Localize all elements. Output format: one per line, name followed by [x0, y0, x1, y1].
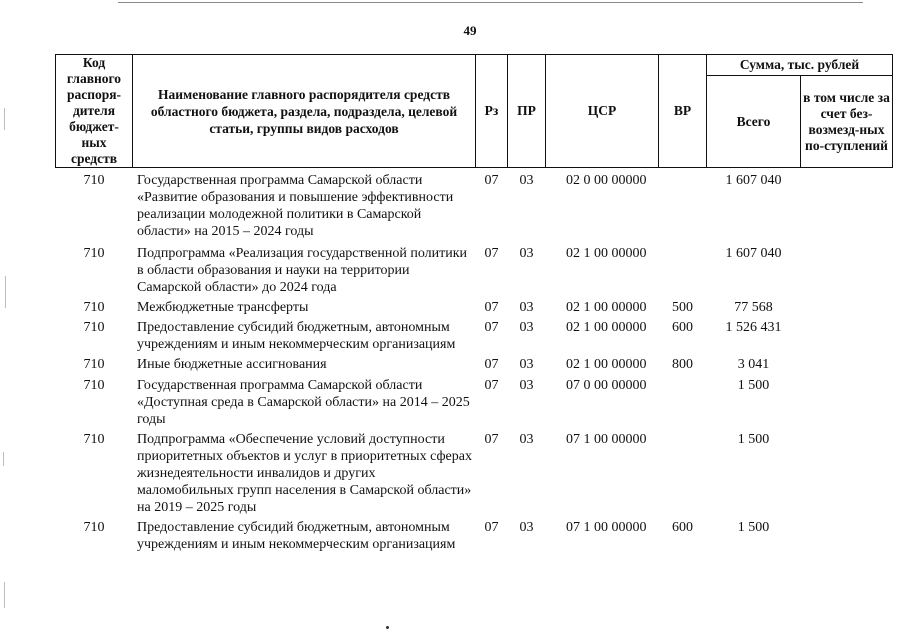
cell-name: Предоставление субсидий бюджетным, автономным учреждениям и иным некоммерческим организациям: [137, 320, 456, 352]
cell-total: 77 568: [734, 300, 773, 315]
cell-vr: 600: [672, 520, 693, 535]
cell-vr: [659, 168, 707, 246]
cell-pr: 03: [519, 246, 534, 261]
table-row: [56, 431, 893, 519]
table-row: [56, 245, 893, 299]
header-name: Наименование главного распорядителя средств областного бюджета, раздела, подраздела, целевой статьи, группы видов расходов: [133, 55, 476, 168]
cell-rz: 07: [484, 357, 499, 372]
table-row: [56, 299, 893, 319]
cell-vr: 800: [672, 357, 693, 372]
cell-rz: 07: [484, 173, 499, 188]
cell-incl: [801, 299, 893, 319]
cell-incl: [801, 168, 893, 246]
cell-name: Иные бюджетные ассигнования: [137, 357, 327, 372]
cell-total: 1 500: [737, 520, 770, 535]
cell-name: Межбюджетные трансферты: [137, 300, 309, 315]
cell-pr: 03: [519, 357, 534, 372]
cell-vr: 500: [672, 300, 693, 315]
cell-incl: [801, 319, 893, 356]
cell-code: 710: [83, 173, 105, 188]
table-header: [56, 55, 893, 168]
cell-pr: 03: [519, 173, 534, 188]
cell-total: 1 607 040: [725, 246, 782, 261]
scan-dot: [386, 626, 389, 629]
cell-pr: 03: [519, 432, 534, 447]
cell-total: 1 500: [737, 378, 770, 393]
header-total: Всего: [707, 76, 801, 168]
cell-incl: [801, 431, 893, 519]
cell-csr: 02 1 00 00000: [566, 300, 647, 315]
scan-artifact: [5, 276, 6, 308]
cell-rz: 07: [484, 520, 499, 535]
cell-total: 1 500: [737, 432, 770, 447]
header-pr: ПР: [508, 55, 546, 168]
table-row: [56, 377, 893, 431]
cell-vr: 600: [672, 320, 693, 335]
cell-rz: 07: [484, 378, 499, 393]
table-row: [56, 168, 893, 246]
header-incl: в том числе за счет без-возмезд-ных по-ступлений: [801, 76, 893, 168]
cell-name: Предоставление субсидий бюджетным, автономным учреждениям и иным некоммерческим организациям: [137, 520, 456, 552]
header-sum: Сумма, тыс. рублей: [707, 55, 893, 76]
page-number: 49: [463, 23, 477, 38]
cell-code: 710: [83, 432, 105, 447]
cell-code: 710: [83, 520, 105, 535]
cell-incl: [801, 356, 893, 377]
cell-csr: 07 1 00 00000: [566, 520, 647, 535]
cell-code: 710: [83, 246, 105, 261]
top-rule: [118, 2, 863, 3]
cell-csr: 02 1 00 00000: [566, 246, 647, 261]
cell-vr: [659, 431, 707, 519]
budget-table: [55, 54, 893, 553]
table-row: [56, 356, 893, 377]
table-body: [56, 168, 893, 554]
cell-incl: [801, 377, 893, 431]
cell-csr: 02 1 00 00000: [566, 357, 647, 372]
cell-csr: 02 0 00 00000: [566, 173, 647, 188]
cell-rz: 07: [484, 246, 499, 261]
cell-vr: [659, 245, 707, 299]
cell-total: 1 526 431: [725, 320, 782, 335]
scan-artifact: [4, 108, 5, 130]
scan-artifact: [3, 452, 4, 466]
cell-csr: 07 1 00 00000: [566, 432, 647, 447]
cell-rz: 07: [484, 300, 499, 315]
cell-code: 710: [83, 378, 105, 393]
cell-csr: 02 1 00 00000: [566, 320, 647, 335]
cell-vr: [659, 377, 707, 431]
cell-code: 710: [83, 320, 105, 335]
cell-name: Подпрограмма «Обеспечение условий доступности приоритетных объектов и услуг в приоритетных сферах жизнедеятельности инвалидов и других маломобильных групп населения в Самарской области» на 2019 – 2025 годы: [137, 432, 472, 515]
cell-pr: 03: [519, 520, 534, 535]
scan-artifact: [4, 582, 5, 608]
header-code: Код главного распоря-дителя бюджет-ных средств: [56, 55, 133, 168]
cell-pr: 03: [519, 320, 534, 335]
cell-total: 1 607 040: [725, 173, 782, 188]
cell-incl: [801, 519, 893, 553]
cell-rz: 07: [484, 432, 499, 447]
cell-pr: 03: [519, 300, 534, 315]
cell-rz: 07: [484, 320, 499, 335]
header-rz: Рз: [476, 55, 508, 168]
cell-code: 710: [83, 357, 105, 372]
cell-total: 3 041: [737, 357, 770, 372]
table-row: [56, 519, 893, 553]
cell-pr: 03: [519, 378, 534, 393]
cell-name: Государственная программа Самарской области «Доступная среда в Самарской области» на 2014 – 2025 годы: [137, 378, 470, 427]
cell-csr: 07 0 00 00000: [566, 378, 647, 393]
table-row: [56, 319, 893, 356]
header-csr: ЦСР: [546, 55, 659, 168]
cell-name: Государственная программа Самарской области «Развитие образования и повышение эффективности реализации молодежной политики в Самарской области» на 2015 – 2024 годы: [137, 173, 454, 239]
cell-code: 710: [83, 300, 105, 315]
cell-incl: [801, 245, 893, 299]
cell-name: Подпрограмма «Реализация государственной политики в области образования и науки на территории Самарской области» до 2024 года: [137, 246, 468, 295]
header-vr: ВР: [659, 55, 707, 168]
